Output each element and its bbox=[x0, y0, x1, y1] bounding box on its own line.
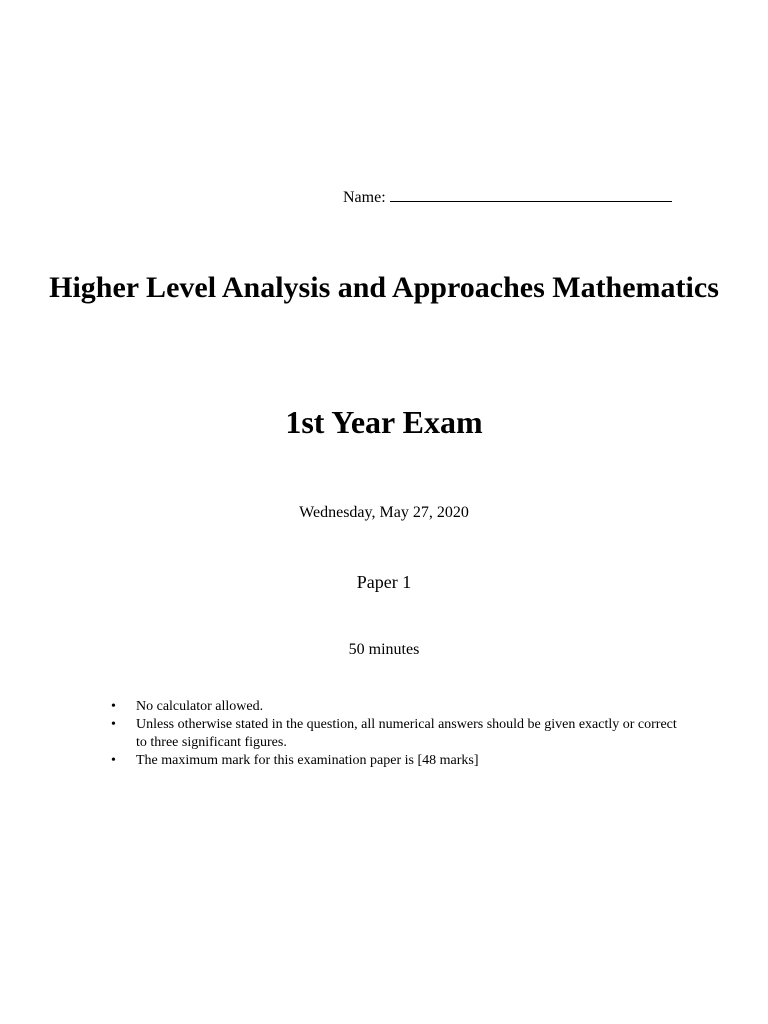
instruction-text: The maximum mark for this examination paper is [48 marks] bbox=[136, 753, 479, 768]
bullet-icon: • bbox=[111, 753, 116, 768]
instruction-text: Unless otherwise stated in the question, all numerical answers should be given exactly or correct to three significant figures. bbox=[136, 717, 677, 750]
instruction-item bbox=[108, 698, 688, 716]
paper-number: Paper 1 bbox=[356, 572, 412, 592]
exam-date: Wednesday, May 27, 2020 bbox=[299, 504, 469, 521]
bullet-icon: • bbox=[111, 699, 116, 714]
name-label: Name: bbox=[343, 189, 386, 206]
instruction-item bbox=[108, 716, 688, 752]
name-blank-line bbox=[390, 186, 672, 202]
instructions-list bbox=[108, 698, 688, 770]
exam-duration: 50 minutes bbox=[348, 641, 420, 658]
instruction-text: No calculator allowed. bbox=[136, 699, 264, 714]
bullet-icon: • bbox=[111, 717, 116, 732]
instruction-item bbox=[108, 752, 688, 770]
exam-title: 1st Year Exam bbox=[285, 404, 483, 440]
course-title: Higher Level Analysis and Approaches Mathematics bbox=[49, 271, 719, 304]
name-field bbox=[343, 186, 672, 207]
